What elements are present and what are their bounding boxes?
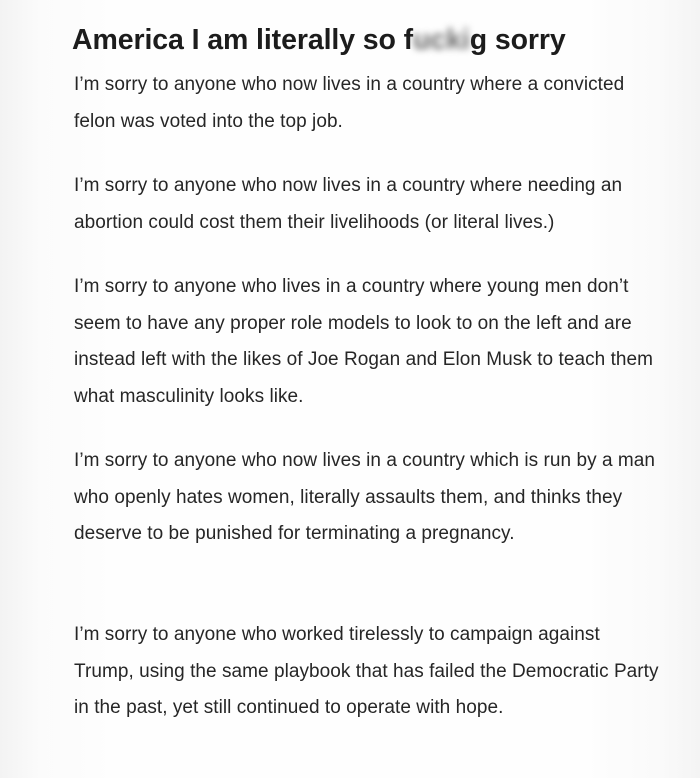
paragraph-2: I’m sorry to anyone who now lives in a country where needing an abortion could cost them their livelihoods (or literal lives.)	[74, 175, 623, 233]
title-text-start: America I am literally so f	[72, 24, 414, 56]
paragraph-5: I’m sorry to anyone who worked tirelessly to campaign against Trump, using the same playbook that has failed the Democratic Party in the past, yet still continued to operate with hope.	[74, 624, 659, 719]
paragraph-4: I’m sorry to anyone who now lives in a country which is run by a man who openly hates women, literally assaults them, and thinks they deserve to be punished for terminating a pregnancy.	[74, 450, 656, 545]
censored-word-blur: ucki	[413, 24, 470, 56]
paragraph-1: I’m sorry to anyone who now lives in a country where a convicted felon was voted into the top job.	[74, 74, 625, 132]
paragraph-3: I’m sorry to anyone who lives in a country where young men don’t seem to have any proper role models to look to on the left and are instead left with the likes of Joe Rogan and Elon Musk to teach them what masculinity looks like.	[74, 276, 654, 407]
article-title	[72, 22, 566, 58]
title-text-end: g sorry	[469, 24, 566, 56]
